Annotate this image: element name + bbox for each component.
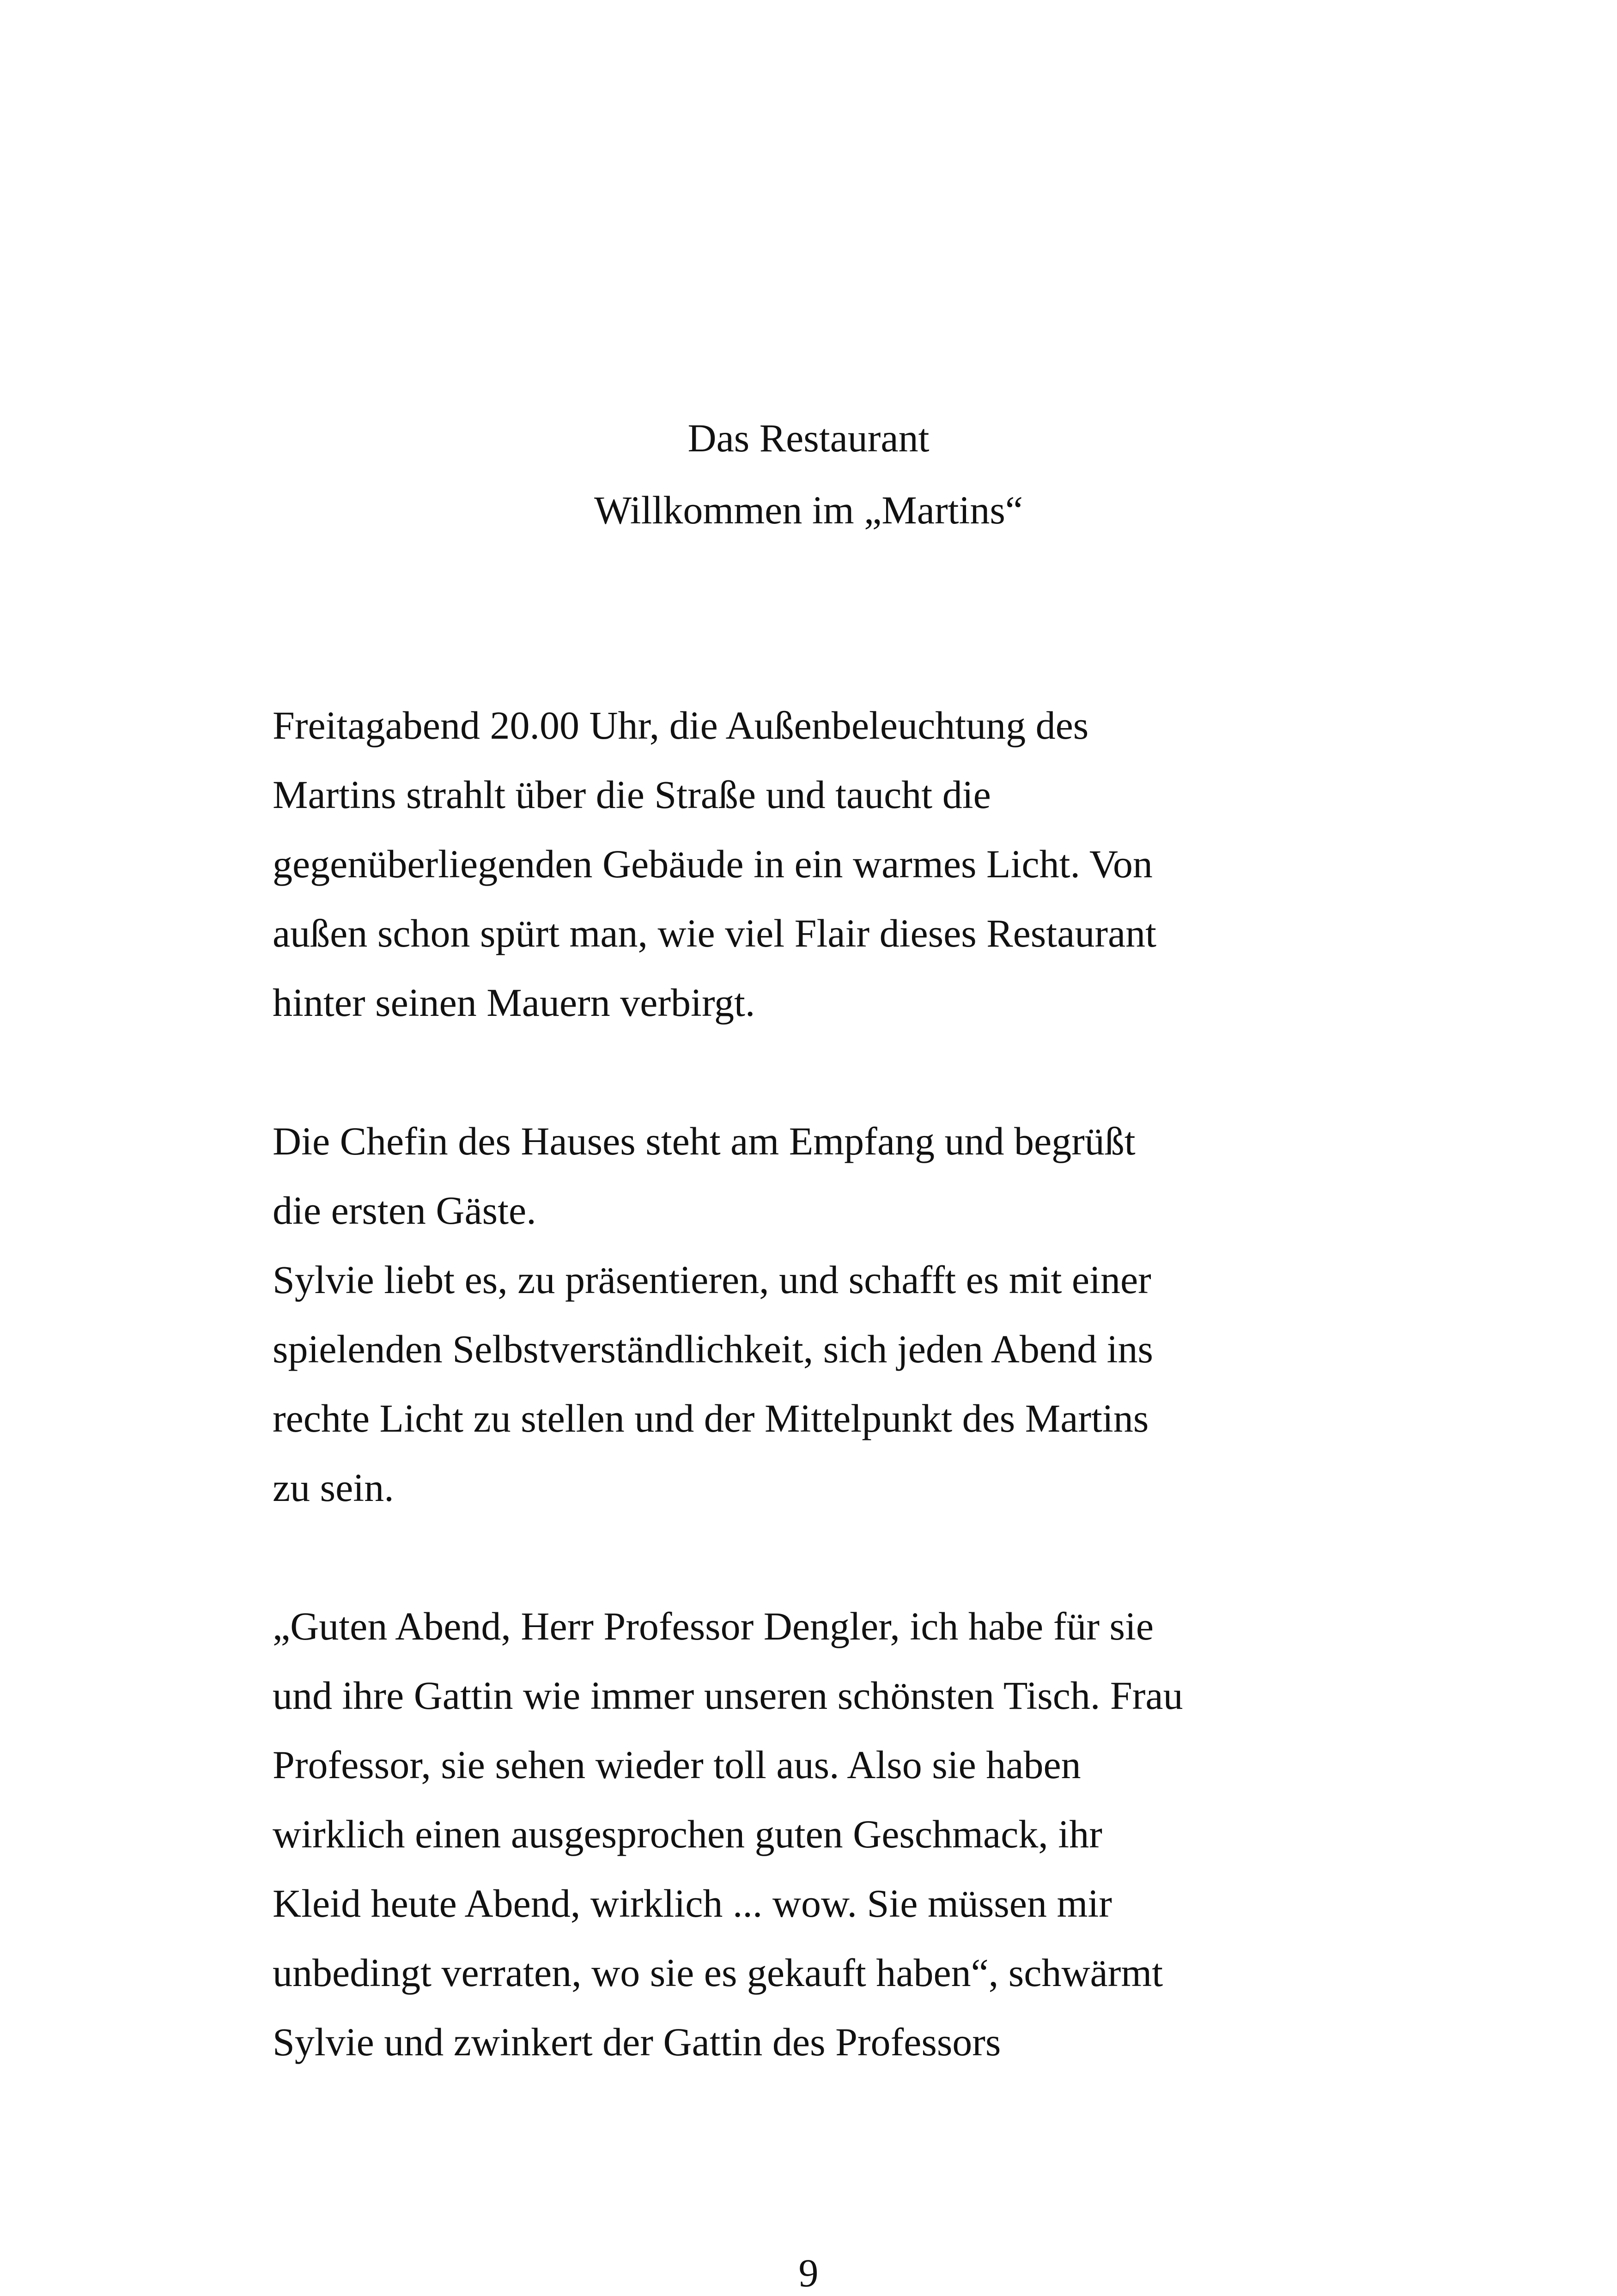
text-line: Freitagabend 20.00 Uhr, die Außenbeleuchtung des xyxy=(273,703,1089,747)
text-line: Kleid heute Abend, wirklich ... wow. Sie müssen mir xyxy=(273,1881,1112,1925)
text-line: außen schon spürt man, wie viel Flair dieses Restaurant xyxy=(273,911,1157,955)
text-line: „Guten Abend, Herr Professor Dengler, ich habe für sie xyxy=(273,1604,1154,1648)
text-line: Die Chefin des Hauses steht am Empfang und begrüßt xyxy=(273,1119,1136,1163)
body-text xyxy=(273,691,1354,2077)
page-number: 9 xyxy=(798,2251,819,2295)
text-line: hinter seinen Mauern verbirgt. xyxy=(273,980,755,1025)
chapter-heading xyxy=(0,402,1617,546)
chapter-subtitle: Willkommen im „Martins“ xyxy=(594,488,1023,532)
text-line: Professor, sie sehen wieder toll aus. Also sie haben xyxy=(273,1743,1081,1787)
chapter-title: Das Restaurant xyxy=(687,416,930,460)
text-line: wirklich einen ausgesprochen guten Geschmack, ihr xyxy=(273,1812,1102,1856)
text-line: zu sein. xyxy=(273,1465,394,1510)
text-line: rechte Licht zu stellen und der Mittelpunkt des Martins xyxy=(273,1396,1149,1440)
paragraph-3 xyxy=(273,1591,1354,2077)
text-line: und ihre Gattin wie immer unseren schönsten Tisch. Frau xyxy=(273,1673,1183,1718)
text-line: Martins strahlt über die Straße und taucht die xyxy=(273,772,991,817)
paragraph-spacer xyxy=(273,1037,1354,1106)
text-line: unbedingt verraten, wo sie es gekauft haben“, schwärmt xyxy=(273,1950,1163,1995)
paragraph-spacer xyxy=(273,1522,1354,1591)
text-line: spielenden Selbstverständlichkeit, sich jeden Abend ins xyxy=(273,1327,1153,1371)
paragraph-1 xyxy=(273,691,1354,1037)
text-line: gegenüberliegenden Gebäude in ein warmes Licht. Von xyxy=(273,842,1153,886)
text-line: Sylvie und zwinkert der Gattin des Professors xyxy=(273,2020,1001,2064)
paragraph-2 xyxy=(273,1106,1354,1522)
text-line: die ersten Gäste. xyxy=(273,1188,536,1233)
text-line: Sylvie liebt es, zu präsentieren, und schafft es mit einer xyxy=(273,1257,1151,1302)
